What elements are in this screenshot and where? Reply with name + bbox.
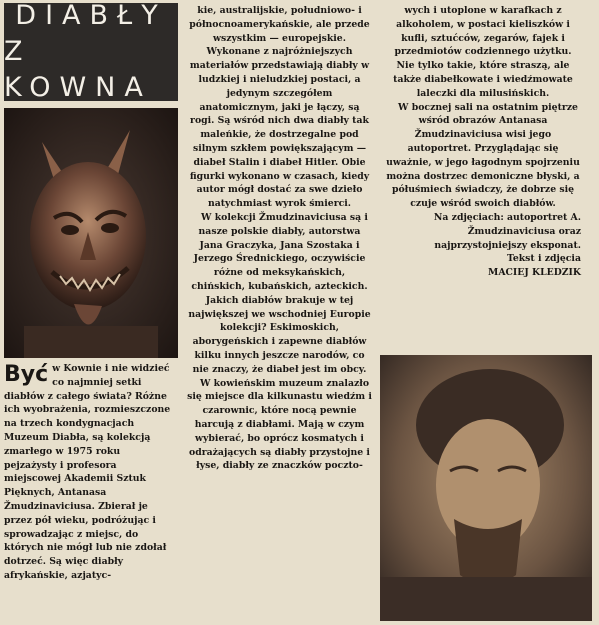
self-portrait-photo [380, 355, 592, 621]
title-line-2: Z KOWNA [4, 36, 152, 103]
column-3-paragraph-2: W bocznej sali na ostatnim piętrze wśród obrazów Antanasa Žmudzinaviciusa wisi jego autoportret. Przyglądając się uważnie, w jego łagodnym spojrzeniu można dostrzec demoniczne błyski, a półuśmiech świadczy, że dobrze się czuje wśród swoich diabłów. [386, 101, 580, 210]
devil-sculpture-photo [4, 108, 178, 358]
column-2-paragraph-2: W kolekcji Žmudzinaviciusa są i nasze polskie diabły, autorstwa Jana Graczyka, Jana Szostaka i Jerzego Średnickiego, oczywiście różne od meksykańskich, chińskich, kubańskich, azteckich. Jakich diabłów brakuje w tej największej we wschodniej Europie kolekcji? Eskimoskich, aborygeńskich i zapewne diabłów kilku innych jeszcze narodów, co nie znaczy, że diabeł jest im obcy. [188, 211, 371, 375]
devil-sculpture-image [4, 108, 178, 358]
photo-caption: Na zdjęciach: autoportret A. Žmudzinaviciusa oraz najprzystojniejszy eksponat. [433, 211, 581, 251]
credit-line-1: Tekst i zdjęcia [506, 253, 581, 265]
column-3 [385, 4, 581, 280]
column-2-paragraph-3: W kowieńskim muzeum znalazło się miejsce dla kilkunastu wiedźm i czarownic, które nocą pewnie harcują z diabłami. Mają w czym wybierać, bo oprócz kosmatych i odrażających są diabły przystojne i łyse, diabły ze znaczków poczto- [187, 377, 372, 472]
column-2-paragraph-1: kie, australijskie, południowo- i północnoamerykańskie, ale przede wszystkim — europejskie. Wykonane z najróżniejszych materiałów przedstawiają diabły w ludzkiej i nieludzkiej postaci, a jedynym szczegółem anatomicznym, jaki je łączy, są rogi. Są wśród nich dwa diabły tak maleńkie, że dostrzegalne pod silnym szkłem powiększającym — diabeł Stalin i diabeł Hitler. Obie figurki wykonano w czasach, kiedy autor mógł dostać za swe dzieło natychmiast wyrok śmierci. [189, 5, 370, 210]
column-1-paragraph: w Kownie i nie widzieć co najmniej setki diabłów z całego świata? Różne ich wyobrażenia, rozmieszczone na trzech kondygnacjach Muzeum Diabła, są kolekcją zmarłego w 1975 roku pejzażysty i profesora miejscowej Akademii Sztuk Pięknych, Antanasa Žmudzinaviciusa. Zbierał je przez pół wieku, podróżując i sprowadzając z miejsc, do których nie mógł lub nie zdołał dotrzeć. Są więc diabły afrykańskie, azjatyc- [4, 363, 171, 581]
column-2 [187, 4, 372, 473]
title-line-1: DIABŁY [15, 0, 167, 31]
column-3-paragraph-1: wych i utoplone w karafkach z alkoholem, w postaci kieliszków i kufli, sztućców, zegarów, fajek i przedmiotów codziennego użytku. Nie tylko takie, które straszą, ale także diabełkowate i wiedźmowate laleczki dla milusińskich. [393, 5, 573, 99]
lead-word: Być [4, 362, 49, 387]
column-1 [4, 362, 176, 583]
author-name: MACIEJ KLEDZIK [488, 267, 581, 279]
title-block [4, 0, 178, 103]
self-portrait-image [380, 355, 592, 621]
